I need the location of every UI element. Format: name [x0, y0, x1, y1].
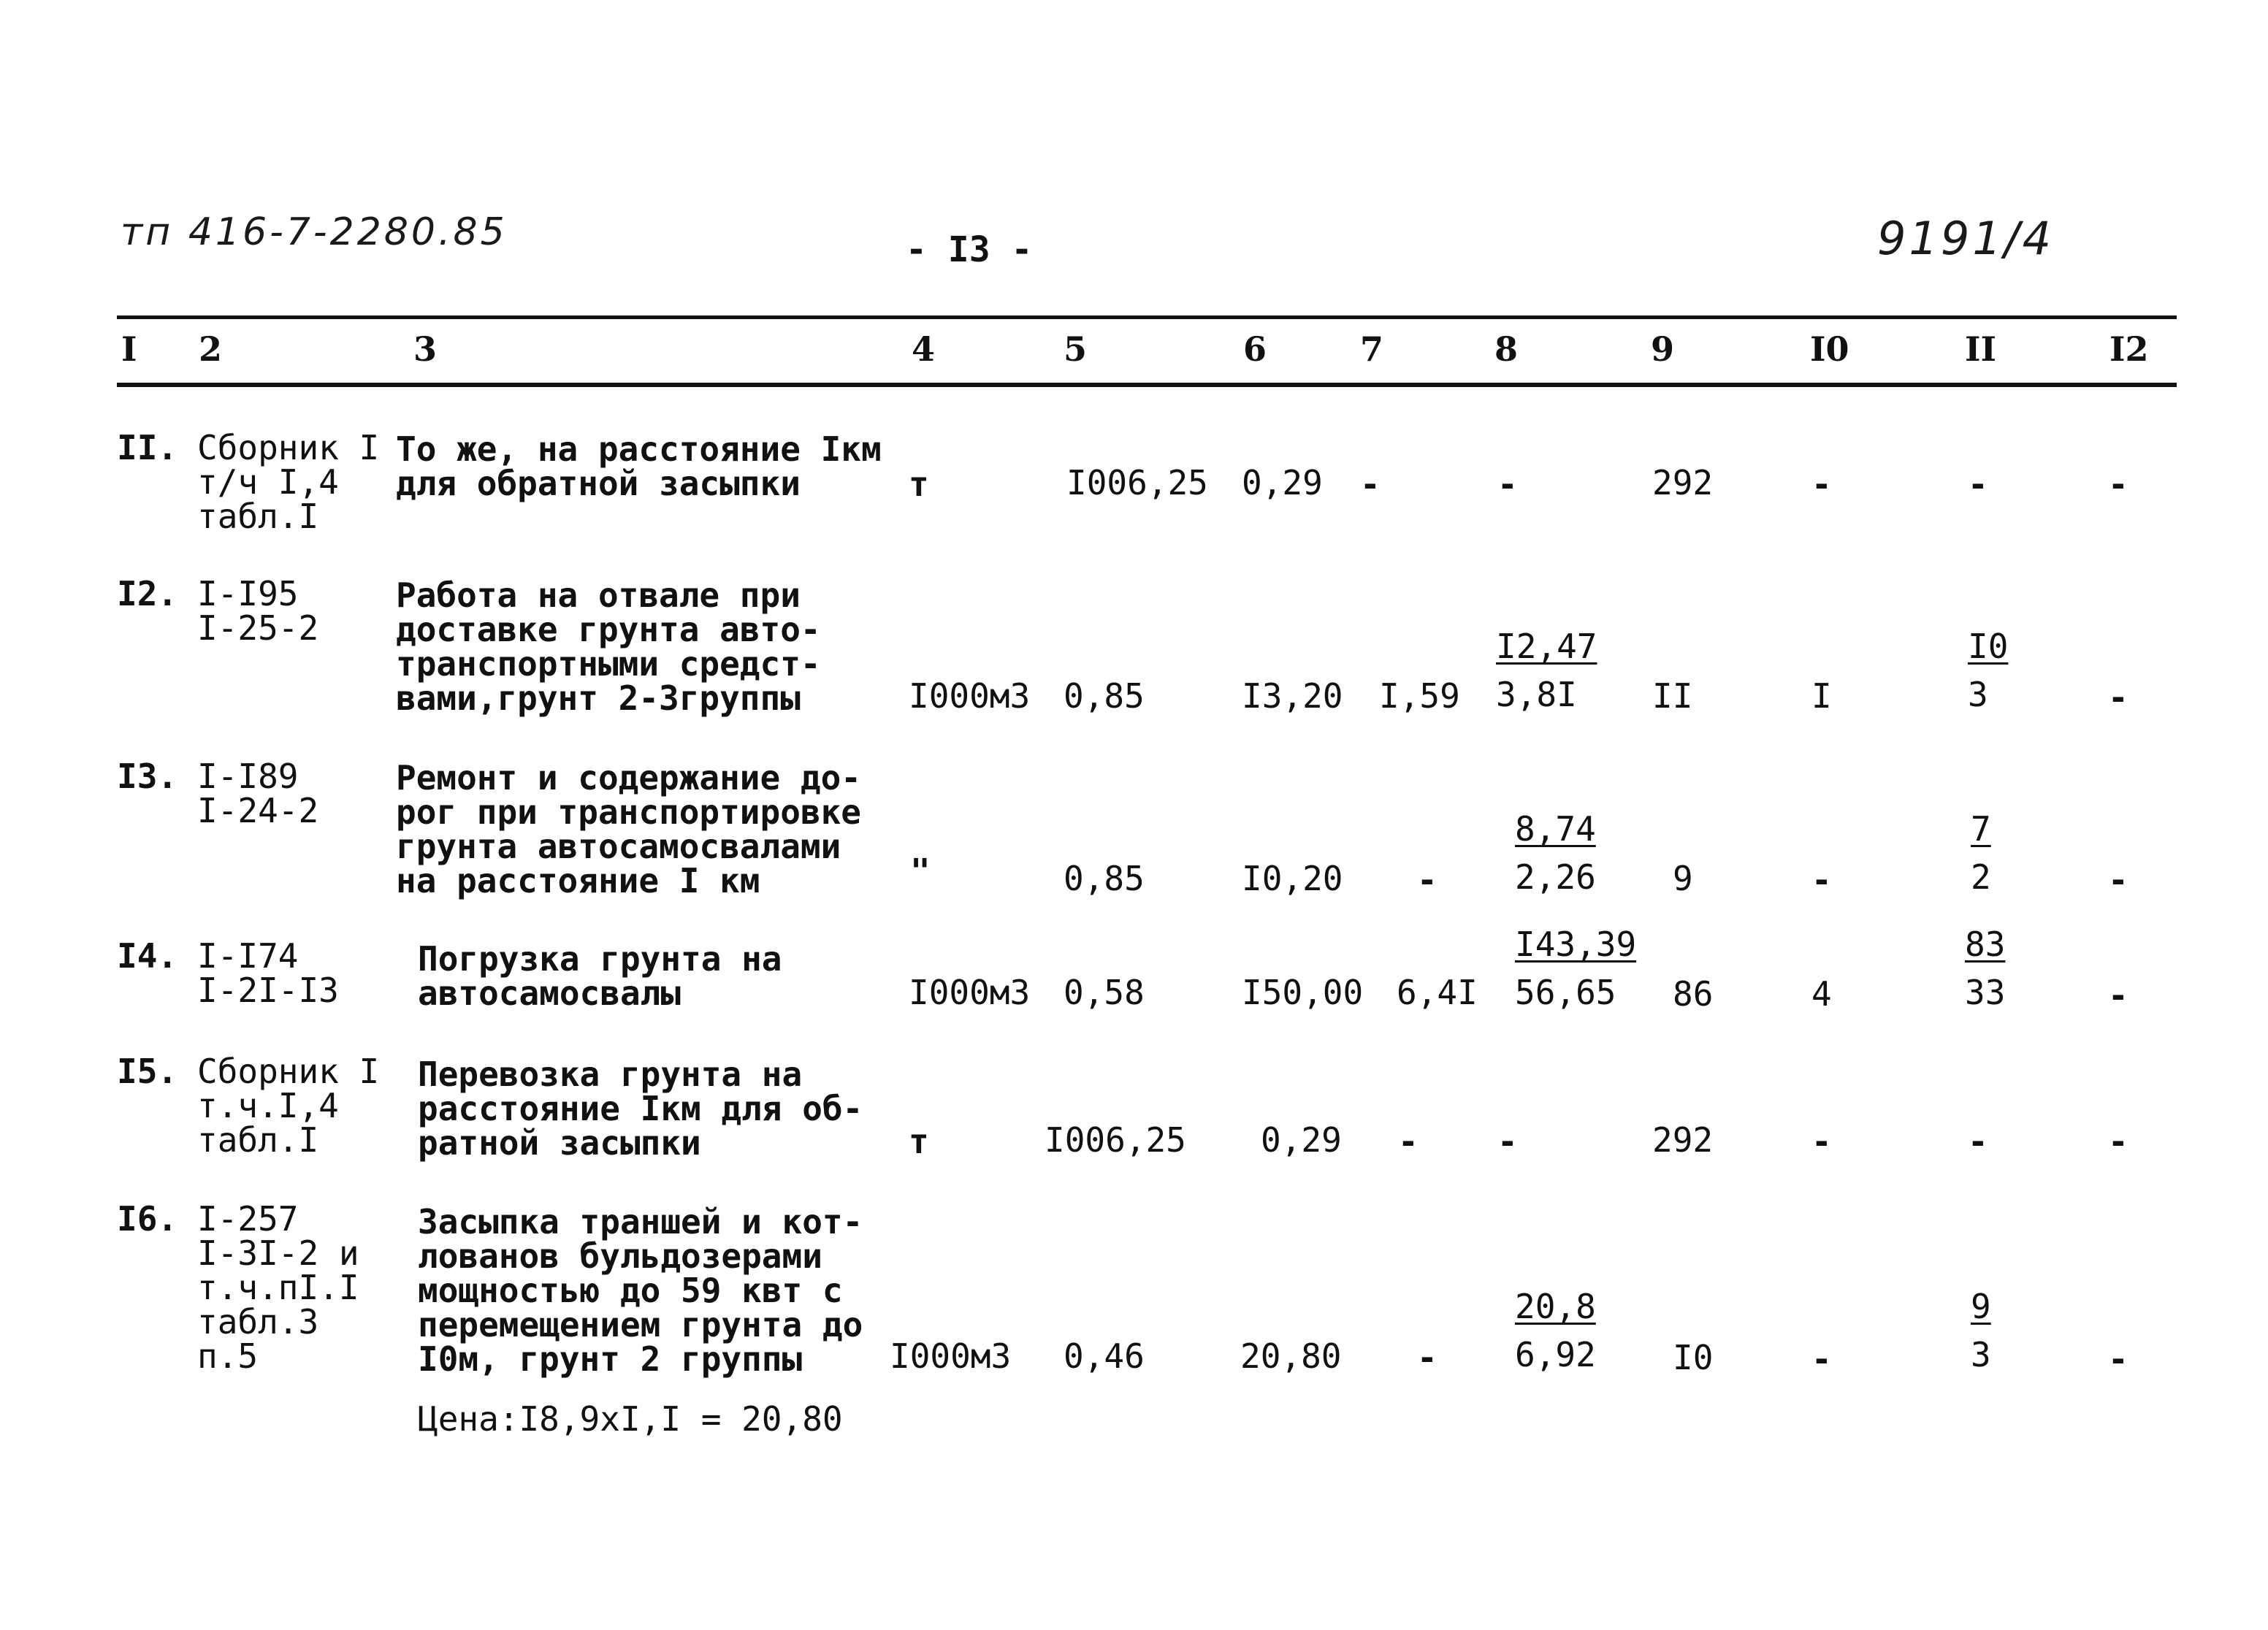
row-col7: - [1417, 860, 1437, 900]
row-quantity: I006,25 [1066, 463, 1208, 502]
column-header-10: I0 [1810, 329, 1849, 369]
row-col10: - [1811, 860, 1832, 900]
column-header-9: 9 [1651, 329, 1675, 369]
row-price: 20,80 [1240, 1336, 1342, 1376]
row-col11-fraction [1965, 920, 2005, 1017]
row-number: I3. [117, 757, 178, 796]
fraction-denominator: 2 [1971, 857, 1991, 897]
row-price: I0,20 [1242, 859, 1343, 898]
row-col12: - [2108, 1122, 2128, 1161]
row-col9: 292 [1652, 463, 1714, 502]
row-description: Погрузка грунта на автосамосвалы [418, 939, 782, 1013]
row-quantity: 0,85 [1064, 859, 1145, 898]
row-number: I4. [117, 936, 178, 976]
row-col8: - [1497, 464, 1518, 504]
row-col8-fraction [1515, 920, 1636, 1017]
row-quantity: I006,25 [1045, 1120, 1186, 1160]
row-col8: - [1497, 1122, 1518, 1161]
column-header-5: 5 [1064, 329, 1088, 369]
row-number: I6. [117, 1199, 178, 1239]
row-col11-fraction [1971, 805, 1991, 901]
column-header-11: II [1965, 329, 1997, 369]
column-header-7: 7 [1360, 329, 1384, 369]
row-col11-fraction [1971, 1282, 1991, 1379]
row-col11: - [1968, 1122, 1988, 1161]
row-number: II. [117, 428, 178, 467]
page-number: - I3 - [906, 229, 1033, 270]
row-col12: - [2108, 678, 2128, 717]
column-header-12: I2 [2109, 329, 2149, 369]
table-header-rule [117, 383, 2177, 387]
row-reference: I-257 I-3I-2 и т.ч.пI.I табл.3 п.5 [197, 1199, 359, 1376]
row-col8-fraction [1515, 1282, 1596, 1379]
column-header-8: 8 [1494, 329, 1519, 369]
column-header-4: 4 [912, 329, 936, 369]
fraction-denominator: 6,92 [1515, 1335, 1596, 1374]
row-description: Засыпка траншей и кот- лованов бульдозерами мощностью до 59 квт с перемещением грунта до I0м, грунт 2 группы [418, 1202, 863, 1379]
row-col11: - [1968, 464, 1988, 504]
row-price-note: Цена:I8,9xI,I = 20,80 [418, 1399, 843, 1439]
row-description: То же, на расстояние Iкм для обратной засыпки [396, 429, 882, 503]
row-reference: Сборник I т.ч.I,4 табл.I [197, 1052, 380, 1160]
sheet-code: 9191/4 [1877, 212, 2055, 265]
row-unit: I000м3 [909, 973, 1031, 1012]
row-description: Ремонт и содержание до- рог при транспортировке грунта автосамосвалами на расстояние I км [396, 758, 861, 900]
fraction-denominator: 3 [1968, 675, 1988, 714]
row-quantity: 0,85 [1064, 676, 1145, 716]
row-unit: т [909, 1122, 929, 1161]
fraction-denominator: 3 [1971, 1335, 1991, 1374]
fraction-denominator: 2,26 [1515, 857, 1596, 897]
column-header-3: 3 [413, 329, 438, 369]
fraction-numerator: 8,74 [1515, 809, 1596, 849]
row-quantity: 0,58 [1064, 973, 1145, 1012]
row-col7: 6,4I [1397, 973, 1478, 1012]
fraction-numerator: 9 [1971, 1287, 1991, 1326]
row-col11-fraction [1968, 622, 2008, 719]
row-col12: - [2108, 1339, 2128, 1379]
row-description: Перевозка грунта на расстояние Iкм для об- ратной засыпки [418, 1055, 863, 1163]
row-col7: - [1398, 1122, 1419, 1161]
row-col12: - [2108, 464, 2128, 504]
row-unit: I000м3 [909, 676, 1031, 716]
row-col9: II [1652, 676, 1693, 716]
row-reference: I-I74 I-2I-I3 [197, 936, 339, 1010]
row-unit: " [910, 852, 931, 891]
row-number: I5. [117, 1052, 178, 1091]
row-description: Работа на отвале при доставке грунта авто- транспортными средст- вами,грунт 2-3группы [396, 575, 821, 718]
fraction-numerator: 20,8 [1515, 1287, 1596, 1326]
row-price: 0,29 [1242, 463, 1323, 502]
row-col7: I,59 [1379, 676, 1460, 716]
fraction-denominator: 3,8I [1496, 675, 1577, 714]
fraction-numerator: 83 [1965, 925, 2006, 964]
row-col8-fraction [1515, 805, 1596, 901]
row-reference: I-I95 I-25-2 [197, 574, 319, 648]
row-col7: - [1417, 1338, 1437, 1377]
row-col10: I [1811, 676, 1832, 716]
fraction-numerator: 7 [1971, 809, 1991, 849]
fraction-numerator: I0 [1968, 627, 2009, 666]
fraction-denominator: 33 [1965, 973, 2006, 1012]
row-col9: 86 [1673, 974, 1714, 1014]
column-header-1: I [121, 329, 137, 369]
row-col7: - [1360, 464, 1381, 504]
row-col9: 9 [1673, 859, 1693, 898]
row-col12: - [2108, 860, 2128, 900]
row-col10: - [1811, 1122, 1832, 1161]
row-col9: I0 [1673, 1338, 1714, 1377]
row-col12: - [2108, 976, 2128, 1015]
row-unit: I000м3 [890, 1336, 1012, 1376]
row-col10: - [1811, 1339, 1832, 1379]
row-reference: I-I89 I-24-2 [197, 757, 319, 830]
row-col10: 4 [1811, 974, 1832, 1014]
column-header-2: 2 [199, 329, 223, 369]
column-header-6: 6 [1243, 329, 1267, 369]
table-top-rule [117, 315, 2177, 319]
fraction-numerator: I43,39 [1515, 925, 1637, 964]
row-number: I2. [117, 574, 178, 613]
row-price: 0,29 [1261, 1120, 1342, 1160]
row-quantity: 0,46 [1064, 1336, 1145, 1376]
fraction-numerator: I2,47 [1496, 627, 1597, 666]
row-col10: - [1811, 464, 1832, 504]
row-unit: т [909, 464, 929, 504]
row-reference: Сборник I т/ч I,4 табл.I [197, 428, 380, 536]
document-code: тп 416-7-2280.85 [121, 210, 508, 254]
row-col9: 292 [1652, 1120, 1714, 1160]
fraction-denominator: 56,65 [1515, 973, 1616, 1012]
row-price: I50,00 [1242, 973, 1364, 1012]
row-price: I3,20 [1242, 676, 1343, 716]
row-col8-fraction [1496, 622, 1597, 719]
